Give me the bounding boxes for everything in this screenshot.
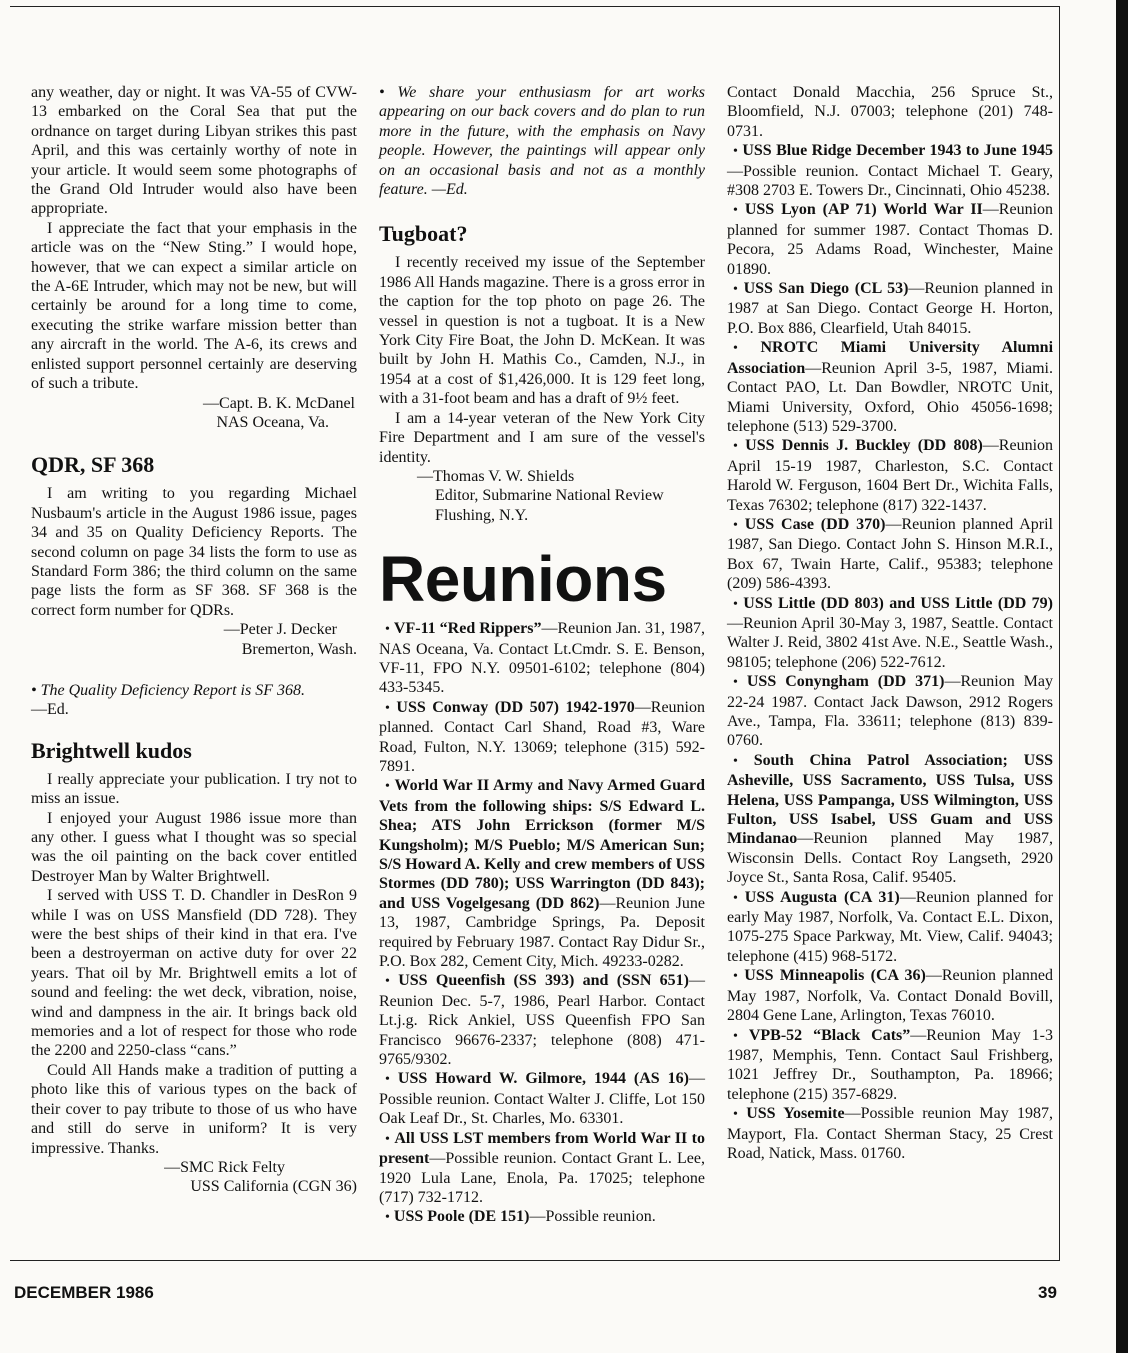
bullet-icon: •	[385, 1210, 390, 1226]
reunion-title: USS Yosemite	[746, 1105, 845, 1123]
letter-paragraph: I served with USS T. D. Chandler in DesRon 9 while I was on USS Mansfield (DD 728). They were the best ships of their kind in that era. I've been a destroyerman on active duty for over 22 years. That oil by Mr. Brightwell emits a lot of sound and feeling: the wet deck, vibration, noise, wind and dampness in the air. It brings back old memories and a lot of respect for those who rode the 2200 and 2250-class “cans.”	[31, 887, 357, 1060]
column-3	[727, 83, 1053, 1163]
reunion-details: —Reunion Jan. 31, 1987, NAS Oceana, Va. Contact Lt.Cmdr. S. E. Benson, VF-11, FPO N.Y. 09501-6102; telephone (804) 433-5345.	[379, 620, 706, 697]
reunion-entry	[727, 279, 1053, 338]
reunion-entry	[727, 672, 1053, 751]
reunion-details: —Reunion planned April 1987, San Diego. Contact John S. Hinson M.R.I., Box 67, Twain Harte, Calif., 95383; telephone (209) 586-4393.	[727, 515, 1054, 593]
reunion-title: NROTC Miami University Alumni Association	[727, 339, 1054, 377]
signature-location: Flushing, N.Y.	[435, 506, 529, 524]
letter-paragraph: I am writing to you regarding Michael Nusbaum's article in the August 1986 issue, pages 34 and 35 on Quality Deficiency Reports. The second column on page 34 lists the form to use as Standard Form 386; the third column on the same page lists the form as SF 368. SF 368 is the correct form number for QDRs.	[31, 485, 357, 619]
bullet-icon: •	[385, 1072, 390, 1088]
reunion-entry	[379, 1069, 705, 1128]
signature-title: Editor, Submarine National Review	[435, 487, 664, 505]
reunion-title: USS Little (DD 803) and USS Little (DD 79)	[743, 594, 1054, 612]
bullet-icon: •	[733, 341, 738, 357]
reunion-title: USS Lyon (AP 71) World War II	[744, 201, 983, 219]
reunion-details: —Reunion planned. Contact Carl Shand, Road #3, Ware Road, Fulton, N.Y. 13069; telephone (315) 592-7891.	[379, 698, 705, 775]
editor-note-sign: —Ed.	[31, 701, 69, 719]
signature-name: —SMC Rick Felty	[164, 1158, 285, 1176]
reunion-details: —Reunion planned May 1987, Wisconsin Dells. Contact Roy Langseth, 2920 Joyce St., Santa Rosa, Calif. 95405.	[727, 830, 1053, 887]
reunion-details: —Possible reunion. Contact Grant L. Lee, 1920 Lula Lane, Enola, Pa. 17025; telephone (717) 732-1712.	[379, 1150, 705, 1206]
reunion-entry	[727, 200, 1053, 279]
letter-paragraph: I really appreciate your publication. I try not to miss an issue.	[31, 770, 357, 808]
bullet-icon: •	[733, 675, 738, 691]
reunion-details: —Reunion April 3-5, 1987, Miami. Contact PAO, Lt. Dan Bowdler, NROTC Unit, Miami University, Oxford, Ohio 45056-1698; telephone (513) 529-3700.	[727, 359, 1053, 435]
reunion-entry	[727, 1104, 1053, 1163]
reunion-entry	[727, 515, 1053, 594]
reunion-title: South China Patrol Association; USS Asheville, USS Sacramento, USS Tulsa, USS Helena, USS Pampanga, USS Wilmington, USS Fulton, USS Isabel, USS Guam and USS Mindanao	[727, 751, 1054, 848]
reunion-title: USS Dennis J. Buckley (DD 808)	[745, 437, 983, 455]
bullet-icon: •	[385, 622, 390, 638]
reunion-details: —Reunion planned for early May 1987, Norfolk, Va. Contact E.L. Dixon, 1075-275 Space Parkway, Mt. View, Calif. 94043; telephone (415) 968-5172.	[727, 888, 1053, 965]
bullet-icon: •	[385, 779, 390, 795]
reunion-details: —Reunion June 13, 1987, Cambridge Springs, Pa. Deposit required by February 1987. Contact Ray Didur Sr., P.O. Box 282, Cement City, Mich. 49233-0282.	[379, 894, 706, 971]
reunion-entry	[727, 751, 1053, 888]
reunion-details: —Reunion Dec. 5-7, 1986, Pearl Harbor. Contact Lt.j.g. Rick Ankiel, USS Queenfish FPO San Francisco 96676-2337; telephone (808) 471-9765/9302.	[379, 972, 706, 1069]
reunion-entry	[727, 141, 1053, 200]
bullet-icon: •	[733, 517, 738, 533]
letter-paragraph: I am a 14-year veteran of the New York City Fire Department and I am sure of the vessel's identity.	[379, 409, 705, 466]
bullet-icon: •	[733, 969, 738, 985]
heading-reunions: Reunions	[379, 543, 667, 616]
signature-name: —Thomas V. W. Shields	[417, 467, 575, 485]
reunion-title: USS Poole (DE 151)	[393, 1208, 530, 1226]
bullet-icon: •	[733, 890, 738, 906]
heading-brightwell: Brightwell kudos	[31, 737, 192, 763]
reunion-entry	[379, 1129, 705, 1208]
reunion-details: —Reunion April 30-May 3, 1987, Seattle. Contact Walter J. Reid, 3802 41st Ave. N.E., Seattle Wash., 98105; telephone (206) 522-7612.	[727, 614, 1053, 671]
reunion-entry	[379, 1207, 705, 1227]
reunion-details: —Reunion May 22-24 1987. Contact Jack Dawson, 2912 Rogers Ave., Tampa, Fla. 33611; telephone (813) 839-0760.	[727, 673, 1053, 750]
reunion-details: —Reunion April 15-19 1987, Charleston, S.C. Contact Harold W. Ferguson, 1604 Bert Dr., Wichita Falls, Texas 76302; telephone (817) 322-1437.	[727, 437, 1054, 514]
reunion-details: —Reunion planned May 1987, Norfolk, Va. Contact Donald Bovill, 2804 Gene Lane, Arlington, Texas 76010.	[727, 967, 1053, 1025]
column-2	[379, 83, 705, 1228]
reunion-title: USS Conyngham (DD 371)	[746, 673, 945, 691]
reunion-title: USS Minneapolis (CA 36)	[744, 967, 926, 985]
reunion-entry	[727, 1026, 1053, 1105]
reunion-title: USS San Diego (CL 53)	[743, 280, 909, 298]
reunion-details: —Reunion planned for summer 1987. Contact Thomas D. Pecora, 25 Adams Road, Winchester, Maine 01890.	[727, 201, 1054, 278]
bullet-icon: •	[733, 1028, 738, 1044]
reunion-details: Contact Donald Macchia, 256 Spruce St., Bloomfield, N.J. 07003; telephone (201) 748-0731.	[727, 84, 1053, 140]
signature-name: —Capt. B. K. McDanel	[203, 394, 355, 412]
reunion-entry	[727, 594, 1053, 673]
reunion-entry	[727, 966, 1053, 1025]
reunion-title: USS Case (DD 370)	[744, 515, 886, 533]
heading-tugboat: Tugboat?	[379, 221, 468, 247]
bullet-icon: •	[385, 700, 390, 716]
reunion-title: USS Blue Ridge December 1943 to June 1945	[742, 142, 1054, 160]
editor-note: • The Quality Deficiency Report is SF 368.	[31, 681, 305, 699]
bullet-icon: •	[733, 144, 738, 160]
scan-edge	[1116, 0, 1128, 1353]
reunion-entry	[379, 776, 705, 971]
bullet-icon: •	[385, 1131, 390, 1147]
letter-paragraph: I appreciate the fact that your emphasis in the article was on the “New Sting.” I would hope, however, that we can expect a similar article on the A-6E Intruder, which may not be new, but will certainly be around for a long time to come, executing the strike warfare mission better than any aircraft in the world. The A-6, its crews and enlisted support personnel certainly are deserving of such a tribute.	[31, 219, 357, 393]
reunion-details: —Possible reunion May 1987, Mayport, Fla. Contact Sherman Stacy, 25 Crest Road, Natick, Mass. 01760.	[727, 1105, 1054, 1162]
reunion-title: All USS LST members from World War II to present	[379, 1129, 706, 1168]
letter-paragraph: I enjoyed your August 1986 issue more than any other. I guess what I thought was so special was the oil painting on the back cover entitled Destroyer Man by Walter Brightwell.	[31, 809, 357, 885]
reunion-entry	[727, 888, 1053, 967]
signature-location: USS California (CGN 36)	[190, 1178, 357, 1196]
letter-paragraph: any weather, day or night. It was VA-55 of CVW-13 embarked on the Coral Sea that put the ordnance on target during Libyan strikes this past April, and this was certainly worthy of note in your article. It would seem some photographs of the Grand Old Intruder would also have been appropriate.	[31, 84, 357, 218]
bullet-icon: •	[733, 203, 738, 219]
reunion-title: VPB-52 “Black Cats”	[748, 1026, 911, 1044]
bullet-icon: •	[733, 439, 738, 455]
signature-name: —Peter J. Decker	[223, 621, 337, 639]
reunion-details: —Possible reunion. Contact Michael T. Geary, #308 2703 E. Towers Dr., Cincinnati, Ohio 45238.	[727, 162, 1053, 200]
reunion-title: VF-11 “Red Rippers”	[393, 620, 542, 638]
signature-location: NAS Oceana, Va.	[216, 413, 329, 431]
footer-issue-date: DECEMBER 1986	[14, 1283, 154, 1302]
reunion-title: USS Queenfish (SS 393) and (SSN 651)	[398, 972, 690, 990]
reunion-entry	[379, 971, 705, 1069]
page-number: 39	[1038, 1283, 1057, 1302]
reunion-details: —Possible reunion. Contact Walter J. Cliffe, Lot 150 Oak Leaf Dr., St. Charles, Mo. 63301.	[379, 1070, 706, 1128]
letter-paragraph: I recently received my issue of the September 1986 All Hands magazine. There is a gross error in the caption for the top photo on page 26. The vessel in question is not a tugboat. It is a New York City Fire Boat, the John D. McKean. It was built by John H. Mathis Co., Camden, N.J., in 1954 at a cost of $1,426,000. It is 129 feet long, with a 31-foot beam and has a draft of 9½ feet.	[379, 254, 705, 408]
bullet-icon: •	[733, 596, 738, 612]
reunion-entry	[379, 698, 705, 777]
letter-paragraph: Could All Hands make a tradition of putting a photo like this of various types on the back of their cover to pay tribute to those of us who have and still do serve in uniform? It is very impressive. Thanks.	[31, 1061, 357, 1157]
reunion-details: —Reunion planned in 1987 at San Diego. Contact George H. Horton, P.O. Box 886, Clearfield, Utah 84015.	[727, 280, 1054, 337]
heading-qdr: QDR, SF 368	[31, 452, 155, 478]
bullet-icon: •	[385, 974, 390, 990]
reunion-title: USS Augusta (CA 31)	[744, 888, 900, 906]
signature-location: Bremerton, Wash.	[241, 640, 357, 658]
bullet-icon: •	[733, 1107, 738, 1123]
bullet-icon: •	[733, 753, 738, 769]
reunion-details: —Possible reunion.	[529, 1208, 656, 1226]
reunion-entry	[727, 436, 1053, 515]
reunion-details: —Reunion May 1-3 1987, Memphis, Tenn. Contact Saul Frishberg, 1021 Jeffrey Dr., Southampton, Pa. 18966; telephone (215) 357-6829.	[727, 1026, 1054, 1103]
reunion-entry	[727, 338, 1053, 436]
reunion-title: USS Conway (DD 507) 1942-1970	[396, 698, 635, 716]
reunion-title: USS Howard W. Gilmore, 1944 (AS 16)	[397, 1070, 690, 1088]
reunion-entry	[379, 619, 705, 698]
column-1	[31, 83, 357, 1197]
reunion-title: World War II Army and Navy Armed Guard Vets from the following ships: S/S Edward L. Shea; ATS John Errickson (former M/S Kungsholm); M/S Pueblo; M/S American Sun; S/S Howard A. Kelly and crew members of USS Stormes (DD 780); USS Warrington (DD 843); and USS Vogelgesang (DD 862)	[379, 777, 706, 912]
bullet-icon: •	[733, 282, 738, 298]
editor-note: • We share your enthusiasm for art works appearing on our back covers and do plan to run more in the future, with the emphasis on Navy people. However, the paintings will appear only on an occasional basis and not as a monthly feature. —Ed.	[379, 84, 705, 199]
